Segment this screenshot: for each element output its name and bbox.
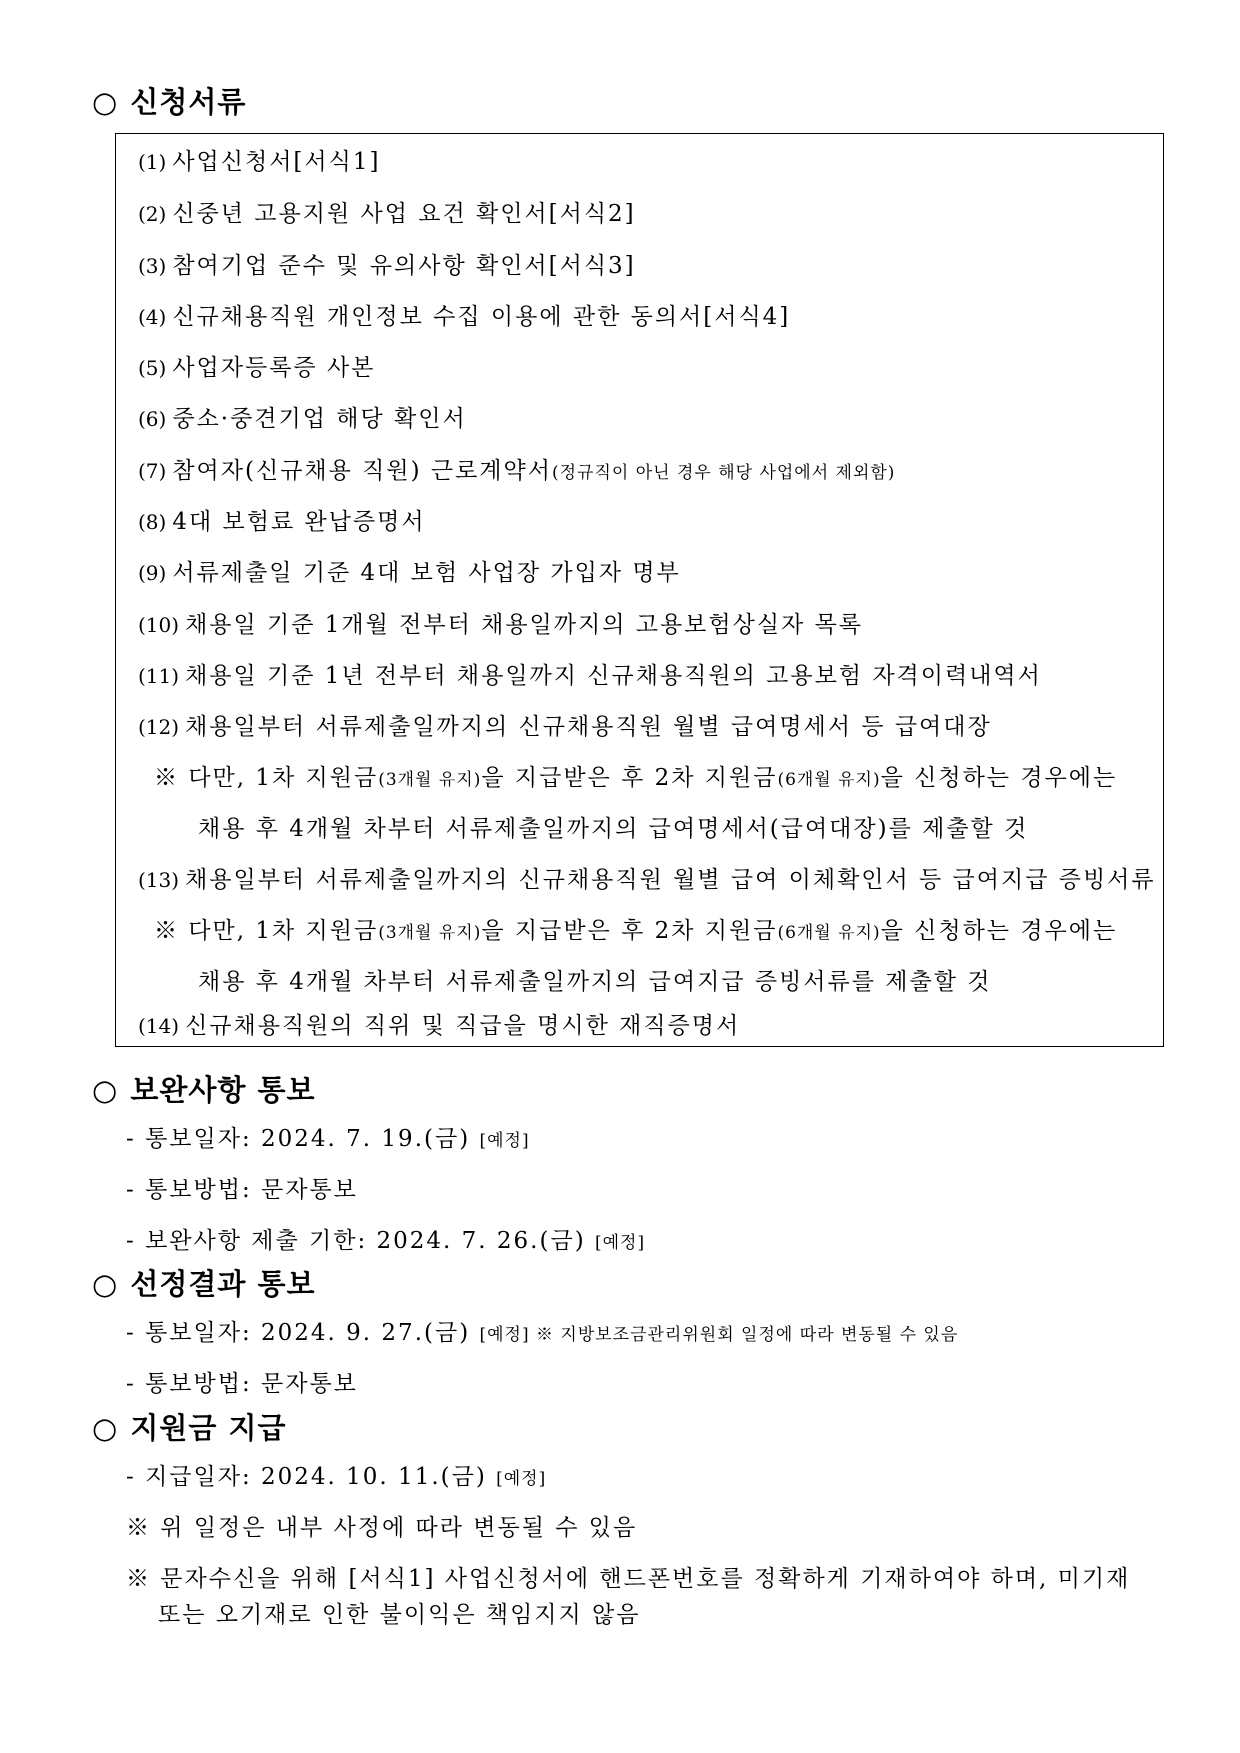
- documents-box: [115, 133, 1164, 1047]
- document-item: (6) 중소·중견기업 해당 확인서: [138, 406, 467, 432]
- circle-bullet: ○: [92, 1411, 119, 1445]
- supplement-notice-method: - 통보방법: 문자통보: [126, 1177, 358, 1203]
- section-title: 신청서류: [130, 85, 247, 119]
- document-item: (14) 신규채용직원의 직위 및 직급을 명시한 재직증명서: [138, 1013, 741, 1039]
- circle-bullet: ○: [92, 1073, 119, 1107]
- section-title: 보완사항 통보: [130, 1073, 316, 1107]
- document-item: (8) 4대 보험료 완납증명서: [138, 509, 426, 535]
- supplement-notice-date: - 통보일자: 2024. 7. 19.(금) [예정]: [126, 1126, 530, 1152]
- section-heading-documents: [92, 84, 246, 120]
- selection-notice-date: - 통보일자: 2024. 9. 27.(금) [예정] ※ 지방보조금관리위원회 일정에 따라 변동될 수 있음: [126, 1320, 959, 1346]
- document-item: (10) 채용일 기준 1개월 전부터 채용일까지의 고용보험상실자 목록: [138, 612, 864, 638]
- document-item: (11) 채용일 기준 1년 전부터 채용일까지 신규채용직원의 고용보험 자격이력내역서: [138, 663, 1042, 689]
- document-item: (9) 서류제출일 기준 4대 보험 사업장 가입자 명부: [138, 560, 681, 586]
- note-item-13-line2: 채용 후 4개월 차부터 서류제출일까지의 급여지급 증빙서류를 제출할 것: [198, 969, 992, 995]
- section-heading-payment: [92, 1410, 286, 1446]
- document-item: (12) 채용일부터 서류제출일까지의 신규채용직원 월별 급여명세서 등 급여대장: [138, 714, 992, 740]
- note-item-13: ※ 다만, 1차 지원금(3개월 유지)을 지급받은 후 2차 지원금(6개월 유지)을 신청하는 경우에는: [154, 918, 1118, 944]
- payment-date: - 지급일자: 2024. 10. 11.(금) [예정]: [126, 1464, 547, 1490]
- document-item: (7) 참여자(신규채용 직원) 근로계약서(정규직이 아닌 경우 해당 사업에서 제외함): [138, 458, 896, 484]
- note-item-12-line2: 채용 후 4개월 차부터 서류제출일까지의 급여명세서(급여대장)를 제출할 것: [198, 816, 1029, 842]
- document-item: (13) 채용일부터 서류제출일까지의 신규채용직원 월별 급여 이체확인서 등 급여지급 증빙서류: [138, 867, 1156, 893]
- document-item: (1) 사업신청서[서식1]: [138, 149, 381, 175]
- section-title: 선정결과 통보: [130, 1267, 316, 1301]
- schedule-note: ※ 위 일정은 내부 사정에 따라 변동될 수 있음: [126, 1515, 638, 1541]
- sms-note-line2: 또는 오기재로 인한 불이익은 책임지지 않음: [158, 1602, 641, 1628]
- item-note-small: (정규직이 아닌 경우 해당 사업에서 제외함): [551, 463, 896, 483]
- sms-note: ※ 문자수신을 위해 [서식1] 사업신청서에 핸드폰번호를 정확하게 기재하여야 하며, 미기재: [126, 1566, 1131, 1592]
- selection-notice-method: - 통보방법: 문자통보: [126, 1371, 358, 1397]
- circle-bullet: ○: [92, 1267, 119, 1301]
- circle-bullet: ○: [92, 85, 119, 119]
- note-item-12: ※ 다만, 1차 지원금(3개월 유지)을 지급받은 후 2차 지원금(6개월 유지)을 신청하는 경우에는: [154, 765, 1118, 791]
- section-heading-supplement: [92, 1072, 316, 1108]
- section-heading-selection: [92, 1266, 316, 1302]
- document-item: (2) 신중년 고용지원 사업 요건 확인서[서식2]: [138, 201, 636, 227]
- document-item: (3) 참여기업 준수 및 유의사항 확인서[서식3]: [138, 253, 636, 279]
- document-item: (4) 신규채용직원 개인정보 수집 이용에 관한 동의서[서식4]: [138, 304, 791, 330]
- section-title: 지원금 지급: [130, 1411, 287, 1445]
- supplement-deadline: - 보완사항 제출 기한: 2024. 7. 26.(금) [예정]: [126, 1228, 646, 1254]
- document-item: (5) 사업자등록증 사본: [138, 355, 376, 381]
